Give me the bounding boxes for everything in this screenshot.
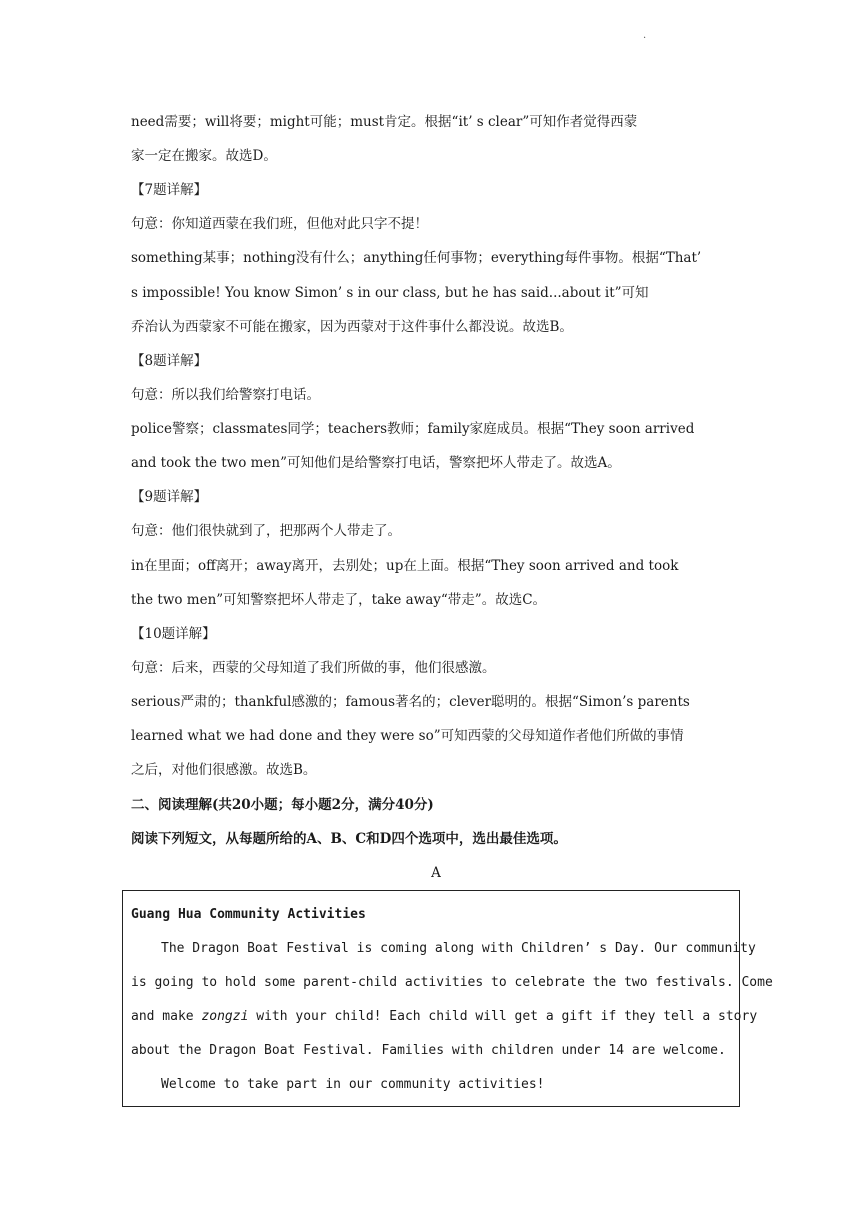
text-line: need需要；will将要；might可能；must肯定。根据“it’ s clear”可知作者觉得西蒙 bbox=[131, 114, 638, 130]
text-line: serious严肃的；thankful感激的；famous著名的；clever聪明的。根据“Simon’s parents bbox=[131, 694, 690, 710]
notice-italic-word: zongzi bbox=[201, 1009, 249, 1024]
text-line: s impossible! You know Simon’ s in our class, but he has said...about it”可知 bbox=[131, 285, 649, 301]
text-line: 乔治认为西蒙家不可能在搬家，因为西蒙对于这件事什么都没说。故选B。 bbox=[131, 319, 573, 335]
text-line: 句意：后来，西蒙的父母知道了我们所做的事，他们很感激。 bbox=[131, 660, 496, 676]
notice-box bbox=[122, 890, 773, 1107]
notice-text-line: about the Dragon Boat Festival. Families with children under 14 are welcome. bbox=[131, 1043, 726, 1058]
section-heading: 二、阅读理解(共20小题；每小题2分，满分40分) bbox=[131, 797, 434, 813]
question-heading-9: 【9题详解】 bbox=[131, 489, 208, 505]
text-line: 之后，对他们很感激。故选B。 bbox=[131, 762, 317, 778]
question-heading-7: 【7题详解】 bbox=[131, 182, 208, 198]
notice-text-line bbox=[131, 1007, 758, 1027]
text-line: and took the two men”可知他们是给警察打电话，警察把坏人带走了。故选A。 bbox=[131, 455, 621, 471]
header-mark: . bbox=[643, 30, 647, 41]
instruction: 阅读下列短文，从每题所给的A、B、C和D四个选项中，选出最佳选项。 bbox=[131, 831, 567, 847]
notice-text-line: The Dragon Boat Festival is coming along with Children’ s Day. Our community bbox=[161, 941, 756, 956]
passage-label: A bbox=[431, 865, 441, 881]
text-line: 句意：你知道西蒙在我们班，但他对此只字不提！ bbox=[131, 216, 428, 232]
notice-title: Guang Hua Community Activities bbox=[131, 907, 366, 922]
text-line: the two men”可知警察把坏人带走了，take away“带走”。故选C。 bbox=[131, 592, 547, 608]
text-line: in在里面；off离开；away离开，去别处；up在上面。根据“They soon arrived and took bbox=[131, 558, 679, 574]
text-line: 家一定在搬家。故选D。 bbox=[131, 148, 277, 164]
notice-text-segment: with your child! Each child will get a gift if they tell a story bbox=[248, 1009, 758, 1024]
question-heading-8: 【8题详解】 bbox=[131, 353, 208, 369]
text-line: 句意：所以我们给警察打电话。 bbox=[131, 387, 320, 403]
text-line: something某事；nothing没有什么；anything任何事物；everything每件事物。根据“That’ bbox=[131, 250, 702, 266]
notice-text-segment: and make bbox=[131, 1009, 202, 1024]
text-line: 句意：他们很快就到了，把那两个人带走了。 bbox=[131, 523, 401, 539]
text-line: learned what we had done and they were so”可知西蒙的父母知道作者他们所做的事情 bbox=[131, 728, 684, 744]
notice-text-line: Welcome to take part in our community activities! bbox=[161, 1077, 545, 1092]
notice-text-line: is going to hold some parent-child activities to celebrate the two festivals. Come bbox=[131, 975, 773, 990]
text-line: police警察；classmates同学；teachers教师；family家庭成员。根据“They soon arrived bbox=[131, 421, 695, 437]
question-heading-10: 【10题详解】 bbox=[131, 626, 216, 642]
